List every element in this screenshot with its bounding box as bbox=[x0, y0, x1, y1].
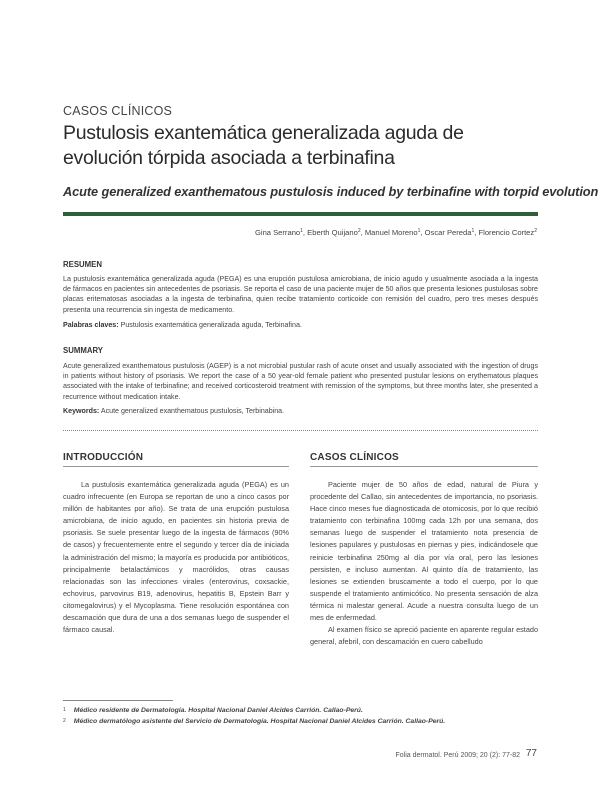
resumen-keywords bbox=[63, 321, 302, 329]
heading-underline bbox=[63, 466, 289, 467]
author-affiliation-mark: 1 bbox=[417, 228, 421, 234]
abstract-divider bbox=[63, 430, 538, 431]
paragraph: La pustulosis exantemática generalizada aguda (PEGA) es un cuadro infrecuente (en Europa se reportan de uno a cinco casos por millón de habitantes por año). Se trata de una erupción pustulosa amicrobiana, de inicio agudo, en pacientes sin historia previa de psoriasis. Se suele presentar luego de la ingesta de fármacos (90% de casos) y frecuentemente entre el segundo y tercer día de iniciada la administración del mismo; la mayoría es producida por antibióticos, principalmente betalactámicos y macrólidos, otras causas relacionadas son las infecciones virales (enterovirus, coxsackie, echovirus, parvovirus B19, adenovirus, hepatitis B, Epstein Barr y citomegalovirus) y el Mycoplasma. Tiene resolución espontánea con descamación que dura de una a dos semanas luego de suspender el fármaco causal. bbox=[63, 480, 289, 635]
section-label: CASOS CLÍNICOS bbox=[63, 104, 173, 118]
author-name: Manuel Moreno bbox=[364, 228, 418, 237]
keywords-value: Pustulosis exantemática generalizada aguda, Terbinafina. bbox=[120, 321, 302, 329]
summary-keywords bbox=[63, 407, 284, 415]
author-affiliation-mark: 2 bbox=[534, 228, 537, 234]
resumen-text: La pustulosis exantemática generalizada aguda (PEGA) es una erupción pustulosa amicrobiana, de inicio agudo y usualmente asociada a la ingesta de fármacos en pacientes sin antecedentes de psoriasis. Se reporta el caso de una paciente mujer de 50 años que presenta lesiones pustulosas sobre placas eritematosas asociadas a la ingesta de terbinafina, quien recibe tratamiento corticoide con remisión del cuadro, pero tres meses después presenta una recurrencia sin ingesta de medicamento. bbox=[63, 275, 538, 314]
author-separator: , bbox=[474, 228, 479, 237]
author-name: Gina Serrano bbox=[254, 228, 301, 237]
author-separator: , bbox=[302, 228, 308, 237]
casos-clinicos-heading: CASOS CLÍNICOS bbox=[310, 452, 399, 463]
summary-heading: SUMMARY bbox=[63, 346, 103, 355]
author-separator: , bbox=[360, 228, 365, 237]
author-affiliation-mark: 1 bbox=[471, 228, 475, 234]
author-list bbox=[255, 228, 537, 237]
title-divider-bar bbox=[63, 212, 538, 216]
casos-clinicos-body bbox=[310, 479, 538, 648]
introduccion-heading: INTRODUCCIÓN bbox=[63, 452, 144, 463]
author-separator: , bbox=[420, 228, 425, 237]
resumen-heading: RESUMEN bbox=[63, 260, 102, 269]
author-affiliation-mark: 2 bbox=[357, 228, 361, 234]
footnote-text: Médico residente de Dermatología. Hospital Nacional Daniel Alcides Carrión. Callao-Perú. bbox=[73, 707, 363, 714]
paragraph: Al examen físico se apreció paciente en aparente regular estado general, afebril, con descamación en cuero cabelludo bbox=[310, 625, 538, 647]
journal-citation: Folia dermatol. Perú 2009; 20 (2): 77-82 bbox=[395, 752, 520, 759]
heading-underline bbox=[310, 466, 538, 467]
footnote-mark: 1 bbox=[63, 707, 66, 713]
author-name: Eberth Quijano bbox=[307, 228, 358, 237]
author-name: Florencio Cortez bbox=[478, 228, 535, 237]
author-name: Oscar Pereda bbox=[424, 228, 472, 237]
footnote-text: Médico dermatólogo asistente del Servicio de Dermatología. Hospital Nacional Daniel Alcides Carrión. Callao-Perú. bbox=[73, 718, 446, 725]
footnote bbox=[63, 718, 445, 725]
article-title: Pustulosis exantemática generalizada aguda de evolución tórpida asociada a terbinafina bbox=[63, 122, 464, 169]
paragraph: Paciente mujer de 50 años de edad, natural de Piura y procedente del Callao, sin antecedentes de importancia, no psoriasis. Hace cinco meses fue diagnosticada de otomicosis, por lo que recibió tratamiento con terbinafina 100mg cada 12h por una semana, dos semanas luego de suspender el tratamiento nota presencia de lesiones papulares y pustulosas en piernas y pies, indicándosele que reinicie terbinafina 250mg al día por vía oral, pero las lesiones persisten, e incluso aumentan. Al quinto día de tratamiento, las lesiones se extienden bruscamente a todo el cuerpo, por lo que suspende el tratamiento antimicótico. No presenta sensación de alza térmica ni malestar general. Acude a nuestra consulta luego de un mes de enfermedad. bbox=[310, 480, 538, 623]
article-subtitle-english: Acute generalized exanthematous pustulosis induced by terbinafine with torpid evolution bbox=[63, 184, 599, 199]
keywords-label: Keywords: bbox=[63, 407, 100, 415]
introduccion-body bbox=[63, 479, 289, 636]
page-number: 77 bbox=[525, 748, 537, 759]
keywords-label: Palabras claves: bbox=[63, 321, 119, 329]
footnote-mark: 2 bbox=[63, 718, 66, 724]
footnote-rule bbox=[63, 700, 173, 701]
author-affiliation-mark: 1 bbox=[300, 228, 303, 234]
summary-text: Acute generalized exanthematous pustulosis (AGEP) is a not microbial pustular rash of acute onset and usually associated with the ingestion of drugs in patients without history of psoriasis. We report the case of a 50 year-old female patient who presented pustular lesions on erythematous plaques associated with the intake of terbinafine; and received corticosteroid treatment with remission of the symptoms, but three months later, she presented a recurrence without medication intake. bbox=[63, 362, 538, 401]
footnote bbox=[63, 707, 363, 714]
keywords-value: Acute generalized exanthematous pustulosis, Terbinabina. bbox=[100, 407, 285, 415]
